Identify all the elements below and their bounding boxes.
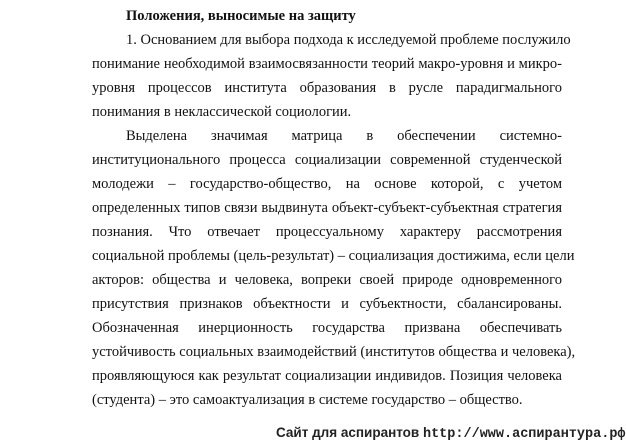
paragraph-2-line: молодежи – государство-общество, на основе которой, с учетом: [92, 176, 562, 192]
paragraph-2-line: присутствия признаков объектности и субъектности, сбалансированы.: [92, 296, 562, 312]
paragraph-2-line: проявляющуюся как результат социализации индивидов. Позиция человека: [92, 368, 562, 384]
paragraph-2-line: устойчивость социальных взаимодействий (институтов общества и человека),: [92, 344, 576, 360]
paragraph-2-line: (студента) – это самоактуализация в системе государство – общество.: [92, 392, 523, 408]
site-watermark: [276, 424, 626, 444]
paragraph-1-line: 1. Основанием для выбора подхода к исследуемой проблеме послужило: [126, 32, 571, 48]
section-heading: Положения, выносимые на защиту: [126, 8, 356, 24]
paragraph-1-line: понимание необходимой взаимосвязанности теорий макро-уровня и микро-: [92, 56, 562, 72]
paragraph-1-line: уровня процессов института образования в русле парадигмального: [92, 80, 562, 96]
paragraph-2-line: институционального процесса социализации современной студенческой: [92, 152, 562, 168]
paragraph-2-line: познания. Что отвечает процессуальному характеру рассмотрения: [92, 224, 562, 240]
paragraph-2-line: Выделена значимая матрица в обеспечении системно-: [126, 128, 562, 144]
watermark-label: Сайт для аспирантов: [276, 425, 420, 440]
paragraph-2-line: Обозначенная инерционность государства призвана обеспечивать: [92, 320, 562, 336]
paragraph-2-line: социальной проблемы (цель-результат) – социализация достижима, если цели: [92, 248, 575, 264]
paragraph-2-line: акторов: общества и человека, вопреки своей природе одновременного: [92, 272, 562, 288]
paragraph-2-line: определенных типов связи выдвинута объект-субъект-субъектная стратегия: [92, 200, 562, 216]
paragraph-1-line: понимания в неклассической социологии.: [92, 104, 352, 120]
watermark-url: http://www.аспирантура.рф: [422, 427, 626, 442]
